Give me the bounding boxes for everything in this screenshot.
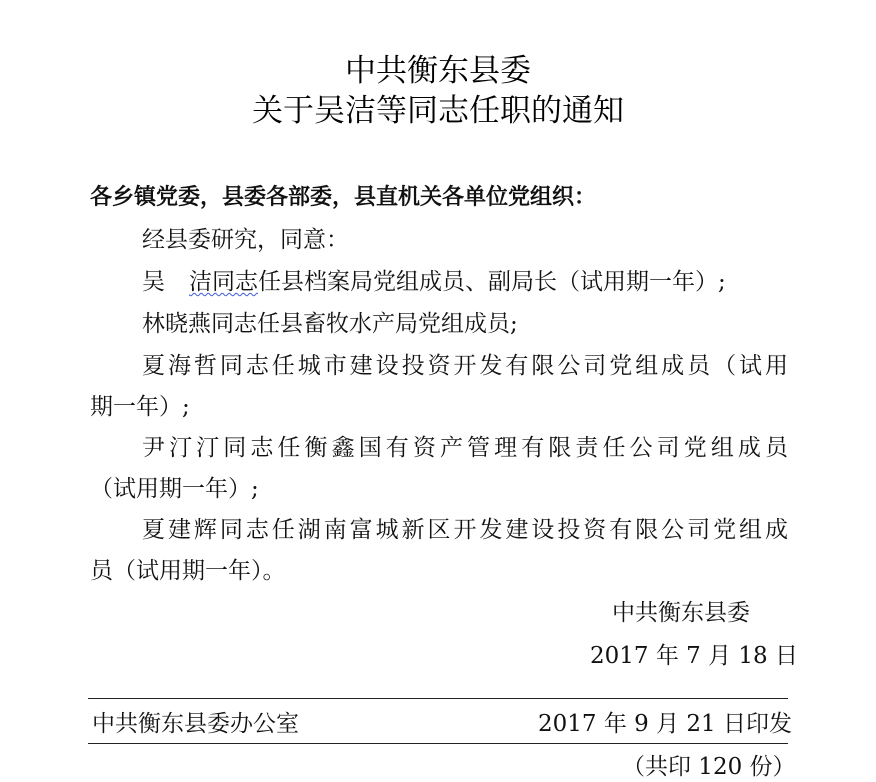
signature-organization: 中共衡东县委 [612,600,750,626]
footer-copies: （共印 120 份） [622,754,796,780]
salutation: 各乡镇党委，县委各部委，县直机关各单位党组织： [90,184,597,210]
document-title-line2: 关于吴洁等同志任职的通知 [252,93,624,129]
appointment-1-detail: 任县档案局党组成员、副局长（试用期一年）; [258,269,726,295]
document-title-line1: 中共衡东县委 [345,53,531,89]
appointment-3-line1: 夏海哲同志任城市建设投资开发有限公司党组成员（试用 [142,353,788,379]
appointment-5-line1: 夏建辉同志任湖南富城新区开发建设投资有限公司党组成 [142,517,788,543]
footer-bottom-rule [88,743,788,744]
appointment-3-line2: 期一年）; [90,394,190,420]
appointment-1-surname: 吴 [142,269,165,295]
appointment-4-line2: （试用期一年）; [90,476,259,502]
intro-paragraph: 经县委研究，同意： [142,227,349,253]
appointment-1 [142,267,726,297]
footer-issuer: 中共衡东县委办公室 [92,711,299,737]
appointment-1-given-name: 洁同志 [189,269,258,295]
footer-issue-date: 2017 年 9 月 21 日印发 [538,711,792,737]
appointment-4-line1: 尹汀汀同志任衡鑫国有资产管理有限责任公司党组成员 [142,435,788,461]
appointment-5-line2: 员（试用期一年）。 [90,558,286,584]
footer-top-rule [88,698,788,699]
appointment-2: 林晓燕同志任县畜牧水产局党组成员; [142,311,518,337]
signature-date: 2017 年 7 月 18 日 [590,643,798,669]
